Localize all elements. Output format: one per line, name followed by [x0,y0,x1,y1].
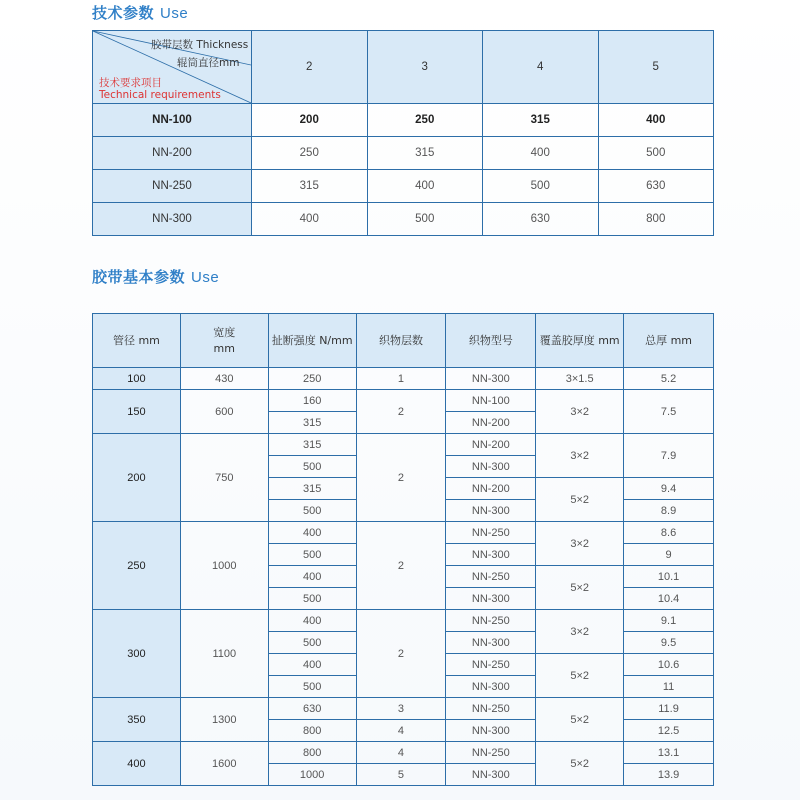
table-row [93,698,714,720]
width-cell: 430 [180,368,268,390]
column-header: 4 [483,31,599,104]
fabric-cell: NN-300 [446,500,536,522]
total-cell: 9.1 [624,610,714,632]
strength-cell: 400 [268,522,356,544]
table-cell: 315 [367,137,483,170]
section-title-en: Use [191,269,220,286]
strength-cell: 315 [268,412,356,434]
table-row [93,203,714,236]
pipe-cell: 100 [93,368,181,390]
fabric-cell: NN-250 [446,698,536,720]
table-row [93,104,714,137]
header-width [180,314,268,368]
table-cell: 500 [483,170,599,203]
requirements-en-label: Technical requirements [99,89,221,101]
cover-cell: 3×1.5 [536,368,624,390]
fabric-cell: NN-300 [446,676,536,698]
strength-cell: 500 [268,676,356,698]
header-plies: 织物层数 [356,314,446,368]
table-row [93,137,714,170]
fabric-cell: NN-250 [446,522,536,544]
belt-params-table [92,313,714,786]
fabric-cell: NN-100 [446,390,536,412]
total-cell: 8.6 [624,522,714,544]
cover-cell: 5×2 [536,654,624,698]
table-cell: 200 [252,104,368,137]
fabric-cell: NN-200 [446,478,536,500]
strength-cell: 500 [268,588,356,610]
strength-cell: 315 [268,478,356,500]
cover-cell: 5×2 [536,742,624,786]
fabric-cell: NN-250 [446,654,536,676]
width-cell: 1100 [180,610,268,698]
plies-cell: 3 [356,698,446,720]
row-label: NN-100 [93,104,252,137]
strength-cell: 500 [268,632,356,654]
header-total: 总厚 mm [624,314,714,368]
section-title-cn: 胶带基本参数 [92,268,186,286]
strength-cell: 1000 [268,764,356,786]
table-cell: 800 [598,203,714,236]
cover-cell: 5×2 [536,478,624,522]
pipe-cell: 300 [93,610,181,698]
fabric-cell: NN-300 [446,632,536,654]
total-cell: 7.9 [624,434,714,478]
total-cell: 10.1 [624,566,714,588]
pipe-cell: 250 [93,522,181,610]
table-cell: 315 [252,170,368,203]
fabric-cell: NN-300 [446,368,536,390]
cover-cell: 5×2 [536,698,624,742]
fabric-cell: NN-200 [446,434,536,456]
column-header: 5 [598,31,714,104]
total-cell: 13.1 [624,742,714,764]
section-title-belt-params [92,266,219,287]
strength-cell: 400 [268,654,356,676]
section-title-cn: 技术参数 [92,4,155,22]
plies-cell: 1 [356,368,446,390]
strength-cell: 250 [268,368,356,390]
total-cell: 11.9 [624,698,714,720]
table-cell: 400 [598,104,714,137]
fabric-cell: NN-300 [446,588,536,610]
row-label: NN-250 [93,170,252,203]
width-cell: 1000 [180,522,268,610]
strength-cell: 400 [268,566,356,588]
cover-cell: 5×2 [536,566,624,610]
table-cell: 400 [367,170,483,203]
pipe-cell: 200 [93,434,181,522]
table-cell: 630 [483,203,599,236]
diagonal-header-cell [93,31,252,104]
table-row [93,434,714,456]
fabric-cell: NN-200 [446,412,536,434]
fabric-cell: NN-300 [446,720,536,742]
fabric-cell: NN-300 [446,456,536,478]
column-header: 3 [367,31,483,104]
thickness-label: 胶带层数 Thickness [151,39,249,51]
table-row [93,522,714,544]
pipe-cell: 400 [93,742,181,786]
table-header-row [93,31,714,104]
plies-cell: 2 [356,434,446,522]
strength-cell: 400 [268,610,356,632]
cover-cell: 3×2 [536,434,624,478]
table-row [93,170,714,203]
row-label: NN-200 [93,137,252,170]
table-row [93,742,714,764]
header-fabric: 织物型号 [446,314,536,368]
plies-cell: 2 [356,522,446,610]
total-cell: 9 [624,544,714,566]
strength-cell: 630 [268,698,356,720]
pipe-cell: 350 [93,698,181,742]
strength-cell: 500 [268,544,356,566]
total-cell: 12.5 [624,720,714,742]
column-header: 2 [252,31,368,104]
strength-cell: 160 [268,390,356,412]
header-width-line2: mm [213,341,235,355]
fabric-cell: NN-250 [446,610,536,632]
strength-cell: 315 [268,434,356,456]
table-row [93,368,714,390]
diameter-label: 辊筒直径mm [177,57,240,69]
strength-cell: 500 [268,500,356,522]
fabric-cell: NN-250 [446,566,536,588]
header-strength: 扯断强度 N/mm [268,314,356,368]
header-cover: 覆盖胶厚度 mm [536,314,624,368]
plies-cell: 5 [356,764,446,786]
total-cell: 13.9 [624,764,714,786]
table-row [93,390,714,412]
cover-cell: 3×2 [536,390,624,434]
width-cell: 750 [180,434,268,522]
width-cell: 600 [180,390,268,434]
plies-cell: 4 [356,720,446,742]
total-cell: 9.4 [624,478,714,500]
total-cell: 5.2 [624,368,714,390]
table-cell: 315 [483,104,599,137]
section-title-tech-params [92,2,188,23]
header-pipe: 管径 mm [93,314,181,368]
table-header-row [93,314,714,368]
plies-cell: 2 [356,390,446,434]
width-cell: 1600 [180,742,268,786]
header-width-line1: 宽度 [213,325,236,339]
tech-params-table [92,30,714,236]
table-cell: 400 [252,203,368,236]
width-cell: 1300 [180,698,268,742]
pipe-cell: 150 [93,390,181,434]
cover-cell: 3×2 [536,610,624,654]
table-cell: 250 [252,137,368,170]
cover-cell: 3×2 [536,522,624,566]
table-cell: 500 [598,137,714,170]
strength-cell: 800 [268,720,356,742]
strength-cell: 500 [268,456,356,478]
table-row [93,610,714,632]
strength-cell: 800 [268,742,356,764]
plies-cell: 4 [356,742,446,764]
total-cell: 11 [624,676,714,698]
table-cell: 630 [598,170,714,203]
requirements-cn-label: 技术要求项目 [99,77,162,89]
fabric-cell: NN-300 [446,764,536,786]
fabric-cell: NN-300 [446,544,536,566]
table-cell: 400 [483,137,599,170]
table-cell: 250 [367,104,483,137]
row-label: NN-300 [93,203,252,236]
table-cell: 500 [367,203,483,236]
total-cell: 10.4 [624,588,714,610]
total-cell: 9.5 [624,632,714,654]
section-title-en: Use [160,5,189,22]
fabric-cell: NN-250 [446,742,536,764]
total-cell: 7.5 [624,390,714,434]
total-cell: 8.9 [624,500,714,522]
plies-cell: 2 [356,610,446,698]
total-cell: 10.6 [624,654,714,676]
